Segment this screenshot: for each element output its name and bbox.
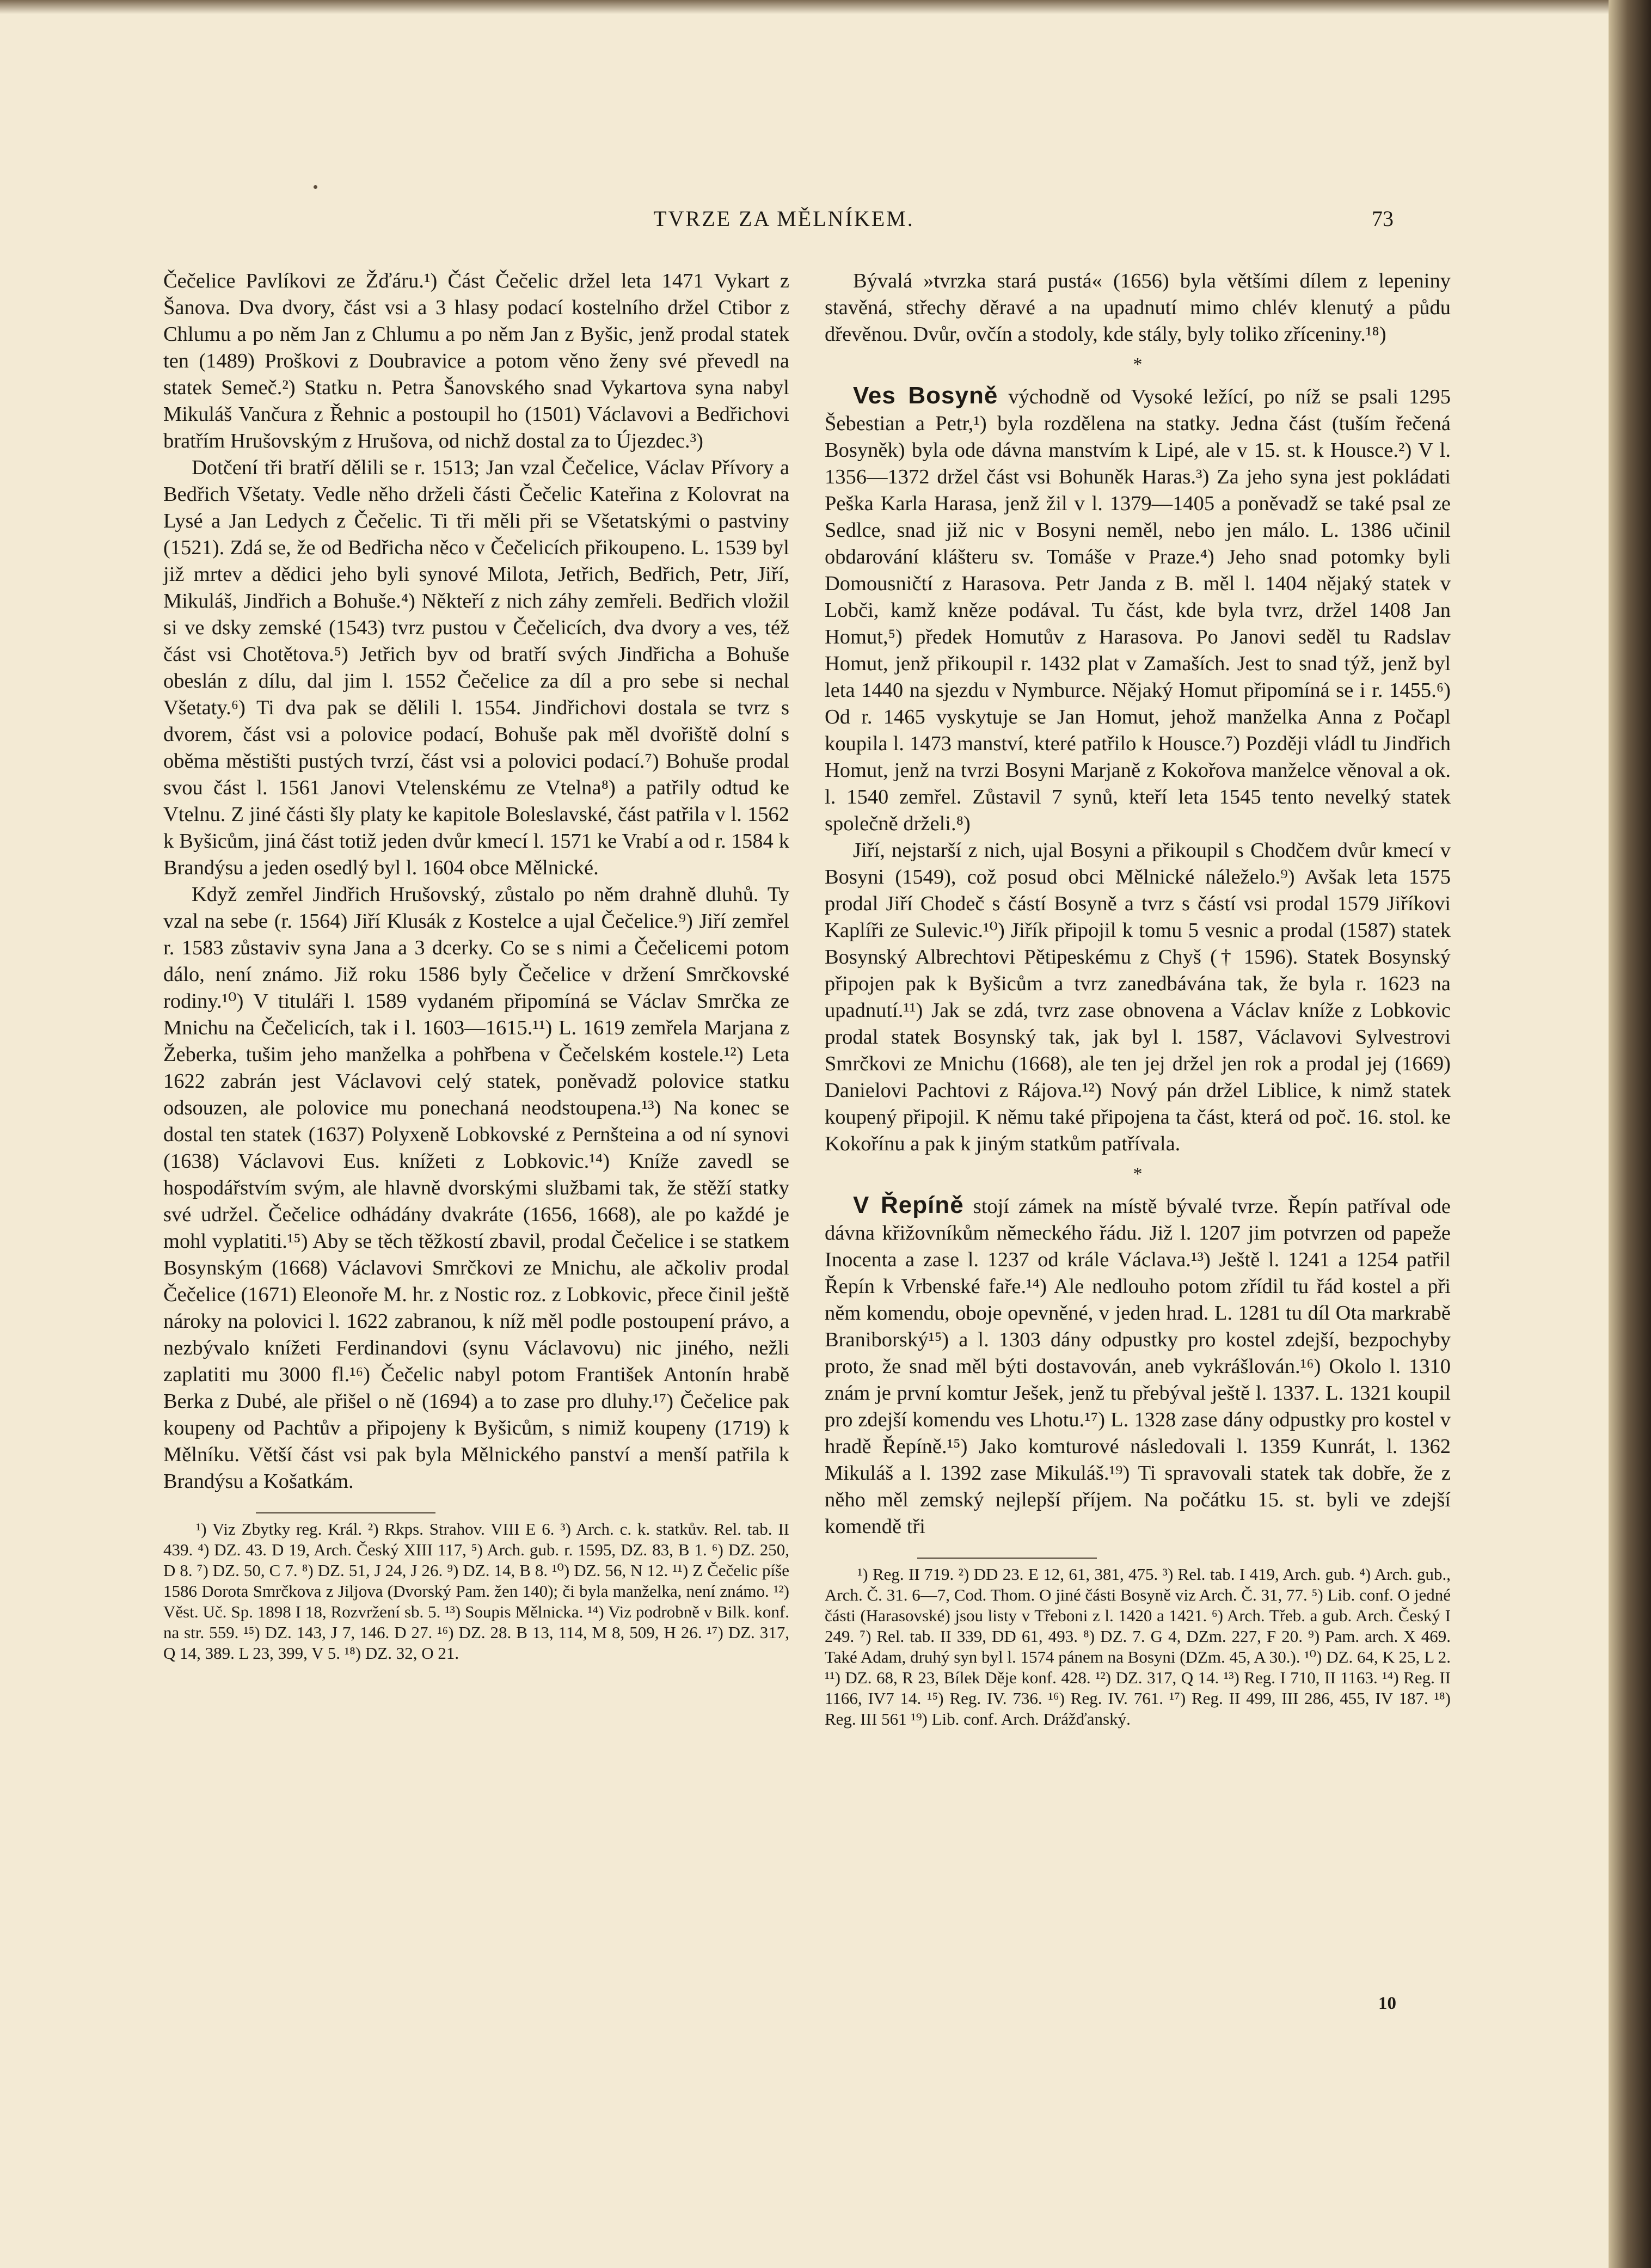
page-top-shadow bbox=[0, 0, 1651, 14]
page-spine-edge bbox=[1609, 0, 1651, 2268]
paragraph-text: stojí zámek na místě bývalé tvrze. Řepín patříval ode dávna křižovníkům německého řádu. Již l. 1207 jim potvrzen od papeže Inocenta a zase l. 1237 od krále Václava.¹³) Ještě l. 1241 a 1254 patřil Řepín k Vrbenské faře.¹⁴) Ale nedlouho potom zřídil tu řád kostel a při něm komendu, oboje opevněné, v jeden hrad. L. 1281 tu díl Ota markrabě Braniborský¹⁵) a l. 1303 dány odpustky pro kostel zdejší, bezpochyby proto, že snad měl býti dostavován, aneb vykrášlován.¹⁶) Okolo l. 1310 znám je první komtur Ješek, jenž tu přebýval ještě l. 1337. L. 1321 koupil pro zdejší komendu ves Lhotu.¹⁷) L. 1328 zase dány odpustky pro kostel v hradě Řepíně.¹⁵) Jako komturové následovali l. 1359 Kunrát, l. 1362 Mikuláš a l. 1392 zase Mikuláš.¹⁹) Ti spravovali statek tak dobře, že z něho měl zemský nejlepší příjem. Na počátku 15. st. byli ve zdejší komendě tři bbox=[825, 1195, 1451, 1538]
paragraph: Když zemřel Jindřich Hrušovský, zůstalo po něm drahně dluhů. Ty vzal na sebe (r. 1564) Jiří Klusák z Kostelce a ujal Čečelice.⁹) Jiří zemřel r. 1583 zůstaviv syna Jana a 3 dcerky. Co se s nimi a Čečelicemi potom dálo, není známo. Již roku 1586 byly Čečelice v držení Smrčkovské rodiny.¹⁰) V tituláři l. 1589 vydaném připomíná se Václav Smrčka ze Mnichu na Čečelicích, tak i l. 1603—1615.¹¹) L. 1619 zemřela Marjana z Žeberka, tušim jeho manželka a pohřbena v Čečelském kostele.¹²) Leta 1622 zabrán jest Václavovi celý statek, poněvadž polovice statku odsouzen, ale polovice mu ponechaná neodstoupena.¹³) Na konec se dostal ten statek (1637) Polyxeně Lobkovské z Pernšteina a od ní synovi (1638) Václavovi Eus. knížeti z Lobkovic.¹⁴) Kníže zavedl se hospodářstvím svým, ale hlavně dvorskými službami tak, že stěží statky své udržel. Čečelice odhádány dvakráte (1656, 1668), ale po každé je mohl vyplatiti.¹⁵) Aby se těch těžkostí zbavil, prodal Čečelice i se statkem Bosynským (1668) Václavovi Smrčkovi ze Mnichu, ale ačkoliv prodal Čečelice (1671) Eleonoře M. hr. z Nostic roz. z Lobkovic, přece činil ještě nároky na polovici l. 1622 zabranou, k níž měl podle postoupení právo, a nezbývalo knížeti Ferdinandovi (synu Václavovu) nic jiného, nežli zaplatiti mu 3000 fl.¹⁶) Čečelic nabyl potom František Antonín hrabě Berka z Dubé, ale přišel o ně (1694) a to zase pro dluhy.¹⁷) Čečelice pak koupeny od Pachtův a připojeny k Byšicům, s nimiž koupeny (1719) k Mělníku. Větší část vsi pak byla Mělnického panství a menší patřila k Brandýsu a Košatkám. bbox=[163, 883, 789, 1493]
section-separator: * bbox=[1133, 354, 1143, 375]
left-column bbox=[163, 268, 789, 1664]
section-separator: * bbox=[1133, 1164, 1143, 1184]
paragraph: Bývalá »tvrzka stará pustá« (1656) byla většími dílem z lepeniny stavěná, střechy děravé a na upadnutí mimo chlév klenutý a půdu dřevěnou. Dvůr, ovčín a stodoly, kde stály, byly toliko zříceniny.¹⁸) bbox=[825, 269, 1451, 346]
signature-mark: 10 bbox=[1378, 1994, 1396, 2013]
stray-mark bbox=[314, 185, 317, 189]
page-number: 73 bbox=[1372, 206, 1394, 231]
place-name: V Řepíně bbox=[853, 1192, 964, 1218]
footnotes-right: ¹) Reg. II 719. ²) DD 23. E 12, 61, 381, 475. ³) Rel. tab. I 419, Arch. gub. ⁴) Arch. gub., Arch. Č. 31. 6—7, Cod. Thom. O jiné části Bosyně viz Arch. Č. 31, 77. ⁵) Lib. conf. O jedné části (Harasovské) jsou listy v Třeboni z l. 1420 a 1421. ⁶) Arch. Třeb. a gub. Arch. Český I 249. ⁷) Rel. tab. II 339, DD 61, 493. ⁸) DZ. 7. G 4, DZm. 227, F 20. ⁹) Pam. arch. X 469. Také Adam, druhý syn byl l. 1574 pánem na Bosyni (DZm. 45, A 30.). ¹⁰) DZ. 64, K 25, L 2. ¹¹) DZ. 68, R 23, Bílek Děje konf. 428. ¹²) DZ. 317, Q 14. ¹³) Reg. I 710, II 1163. ¹⁴) Reg. II 1166, IV7 14. ¹⁵) Reg. IV. 736. ¹⁶) Reg. IV. 761. ¹⁷) Reg. II 499, III 286, 455, IV 187. ¹⁸) Reg. III 561 ¹⁹) Lib. conf. Arch. Drážďanský. bbox=[825, 1565, 1451, 1728]
running-head: TVRZE ZA MĚLNÍKEM. bbox=[653, 206, 915, 231]
footnote-rule bbox=[256, 1512, 435, 1513]
footnotes-left: ¹) Viz Zbytky reg. Král. ²) Rkps. Strahov. VIII E 6. ³) Arch. c. k. statkův. Rel. tab. II 439. ⁴) DZ. 43. D 19, Arch. Český XIII 117, ⁵) Arch. gub. r. 1595, DZ. 83, B 1. ⁶) DZ. 250, D 8. ⁷) DZ. 50, C 7. ⁸) DZ. 51, J 24, J 26. ⁹) DZ. 14, B 8. ¹⁰) DZ. 56, N 12. ¹¹) Z Čečelic píše 1586 Dorota Smrčkova z Jiljova (Dvorský Pam. žen 140); či byla manželka, není známo. ¹²) Věst. Uč. Sp. 1898 I 18, Rozvržení sb. 5. ¹³) Soupis Mělnicka. ¹⁴) Viz podrobně v Bilk. konf. na str. 559. ¹⁵) DZ. 143, J 7, 146. D 27. ¹⁶) DZ. 28. B 13, 114, M 8, 509, H 26. ¹⁷) DZ. 317, Q 14, 389. L 23, 399, V 5. ¹⁸) DZ. 32, O 21. bbox=[163, 1519, 789, 1663]
paragraph: Jiří, nejstarší z nich, ujal Bosyni a přikoupil s Chodčem dvůr kmecí v Bosyni (1549), což posud obci Mělnické náleželo.⁹) Avšak leta 1575 prodal Jiří Chodeč s částí Bosyně a tvrz s částí vsi prodal 1579 Jiříkovi Kaplíři ze Sulevic.¹⁰) Jiřík připojil k tomu 5 vesnic a prodal (1587) statek Bosynský Albrechtovi Pětipeskému z Chyš († 1596). Statek Bosynský připojen pak k Byšicům a tvrz zanedbávána tak, že byla r. 1623 na upadnutí.¹¹) Jak se zdá, tvrz zase obnovena a Václav kníže z Lobkovic prodal statek Bosynský tak, jak byl l. 1587, Václavovi Sylvestrovi Smrčkovi ze Mnichu (1668), ale ten jej držel jen rok a prodal jej (1669) Danielovi Pachtovi z Rájova.¹²) Nový pán držel Liblice, k nimž statek koupený připojil. K němu také připojena ta část, která od poč. 16. stol. ke Kokořínu a pak k jiným statkům patřívala. bbox=[825, 839, 1451, 1155]
paragraph: Čečelice Pavlíkovi ze Žďáru.¹) Část Čečelic držel leta 1471 Vykart z Šanova. Dva dvory, část vsi a 3 hlasy podací kostelního držel Ctibor z Chlumu a po něm Jan z Chlumu a po něm Jan z Byšic, jenž prodal statek ten (1489) Proškovi z Doubravice a potom věno ženy své převedl na statek Semeč.²) Statku n. Petra Šanovského snad Vykartova syna nabyl Mikuláš Vančura z Řehnic a postoupil ho (1501) Václavovi a Bedřichovi bratřím Hrušovským z Hrušova, od nichž dostal za to Újezdec.³) bbox=[163, 269, 789, 452]
right-column bbox=[825, 268, 1451, 1730]
place-name: Ves Bosyně bbox=[853, 382, 998, 409]
paragraph-text: východně od Vysoké ležící, po níž se psali 1295 Šebestian a Petr,¹) byla rozdělena na statky. Jedna část (tuším řečená Bosyněk) byla ode dávna manstvím k Lipé, ale v 15. st. k Housce.²) V l. 1356—1372 držel část vsi Bohuněk Haras.³) Za jeho syna jest pokládati Peška Karla Harasa, jenž žil v l. 1379—1405 a poněvadž se také psal ze Sedlce, snad již nic v Bosyni neměl, nebo jen málo. L. 1386 učinil obdarování klášteru sv. Tomáše v Praze.⁴) Jeho snad potomky byli Domousničtí z Harasova. Petr Janda z B. měl l. 1404 nějaký statek v Lobči, kamž kněze podával. Tu část, kde byla tvrz, držel 1408 Jan Homut,⁵) předek Homutův z Harasova. Po Janovi seděl tu Radslav Homut, jenž přikoupil r. 1432 plat v Zamaších. Jest to snad týž, jenž byl leta 1440 na sjezdu v Nymburce. Nějaký Homut připomíná se i r. 1455.⁶) Od r. 1465 vyskytuje se Jan Homut, jehož manželka Anna z Počapl koupila l. 1473 manství, které patřilo k Housce.⁷) Později vládl tu Jindřich Homut, jenž na tvrzi Bosyni Marjaně z Kokořova manželce věnoval a ok. l. 1540 zemřel. Zůstavil 7 synů, kteří leta 1545 tento nevelký statek společně drželi.⁸) bbox=[825, 385, 1451, 835]
footnote-rule bbox=[917, 1558, 1097, 1559]
paragraph bbox=[825, 1192, 1451, 1540]
paragraph bbox=[825, 382, 1451, 837]
paragraph: Dotčení tři bratří dělili se r. 1513; Jan vzal Čečelice, Václav Přívory a Bedřich Všetaty. Vedle něho drželi části Čečelic Kateřina z Kolovrat na Lysé a Jan Ledych z Čečelic. Ti tři měli při se Všetatskými o pastviny (1521). Zdá se, že od Bedřicha něco v Čečelicích přikoupeno. L. 1539 byl již mrtev a dědici jeho byli synové Milota, Jetřich, Bedřich, Petr, Jiří, Mikuláš, Jindřich a Bohuše.⁴) Někteří z nich záhy zemřeli. Bedřich vložil si ve dsky zemské (1543) tvrz pustou v Čečelicích, dva dvory a ves, též část vsi Chotětova.⁵) Jetřich byv od bratří svých Jindřicha a Bohuše obeslán z dílu, dal jim l. 1552 Čečelice za díl a pro sebe si nechal Všetaty.⁶) Ti dva pak se dělili l. 1554. Jindřichovi dostala se tvrz s dvorem, část vsi a polovice podací, Bohuše pak měl dvořiště dolní s oběma městišti pustých tvrzí, část vsi a polovici podací.⁷) Bohuše prodal svou část l. 1561 Janovi Vtelenskému ze Vtelna⁸) a patřily odtud ke Vtelnu. Z jiné části šly platy ke kapitole Boleslavské, část patřila v l. 1562 k Byšicům, jiná část totiž jeden dvůr kmecí l. 1571 ke Vrabí a od r. 1584 k Brandýsu a jeden osedlý byl l. 1604 obce Mělnické. bbox=[163, 456, 789, 879]
